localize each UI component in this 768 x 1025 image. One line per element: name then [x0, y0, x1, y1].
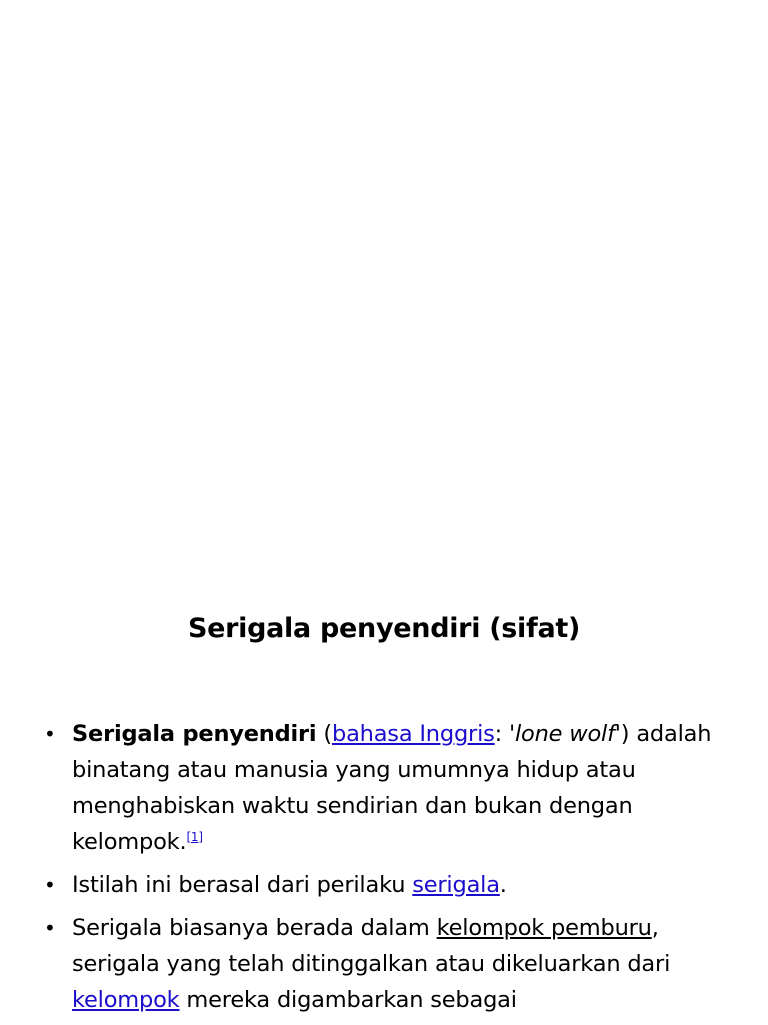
bullet-item-pack: [44, 910, 734, 1018]
link-serigala[interactable]: serigala: [412, 872, 500, 898]
pack-text-end: mereka digambarkan sebagai: [179, 987, 517, 1013]
bullet-icon: •: [44, 873, 56, 897]
bullet-icon: •: [44, 916, 56, 940]
bullet-icon: •: [44, 722, 56, 746]
link-kelompok[interactable]: kelompok: [72, 987, 180, 1013]
link-bahasa-inggris[interactable]: bahasa Inggris: [331, 721, 495, 747]
colon: :: [494, 721, 509, 747]
term-bold: Serigala penyendiri: [72, 721, 317, 747]
pack-text-middle: , serigala yang telah ditinggalkan atau dikeluarkan dari: [72, 915, 671, 977]
english-term: 'lone wolf': [509, 721, 621, 747]
definition-text: adalah binatang atau manusia yang umumnya hidup atau menghabiskan waktu sendirian dan bukan dengan kelompok.: [72, 721, 712, 855]
bullet-list: [44, 716, 734, 1025]
bullet-item-origin: [44, 867, 734, 903]
origin-period: .: [499, 872, 507, 898]
reference-link[interactable]: [1]: [186, 830, 203, 844]
open-paren: (: [316, 721, 332, 747]
pack-text-start: Serigala biasanya berada dalam: [72, 915, 437, 941]
slide-title: Serigala penyendiri (sifat): [187, 613, 581, 644]
origin-text: Istilah ini berasal dari perilaku: [72, 872, 413, 898]
underlined-kelompok-pemburu: kelompok pemburu: [436, 915, 652, 941]
bullet-item-definition: [44, 716, 734, 860]
close-paren: ): [620, 721, 630, 747]
